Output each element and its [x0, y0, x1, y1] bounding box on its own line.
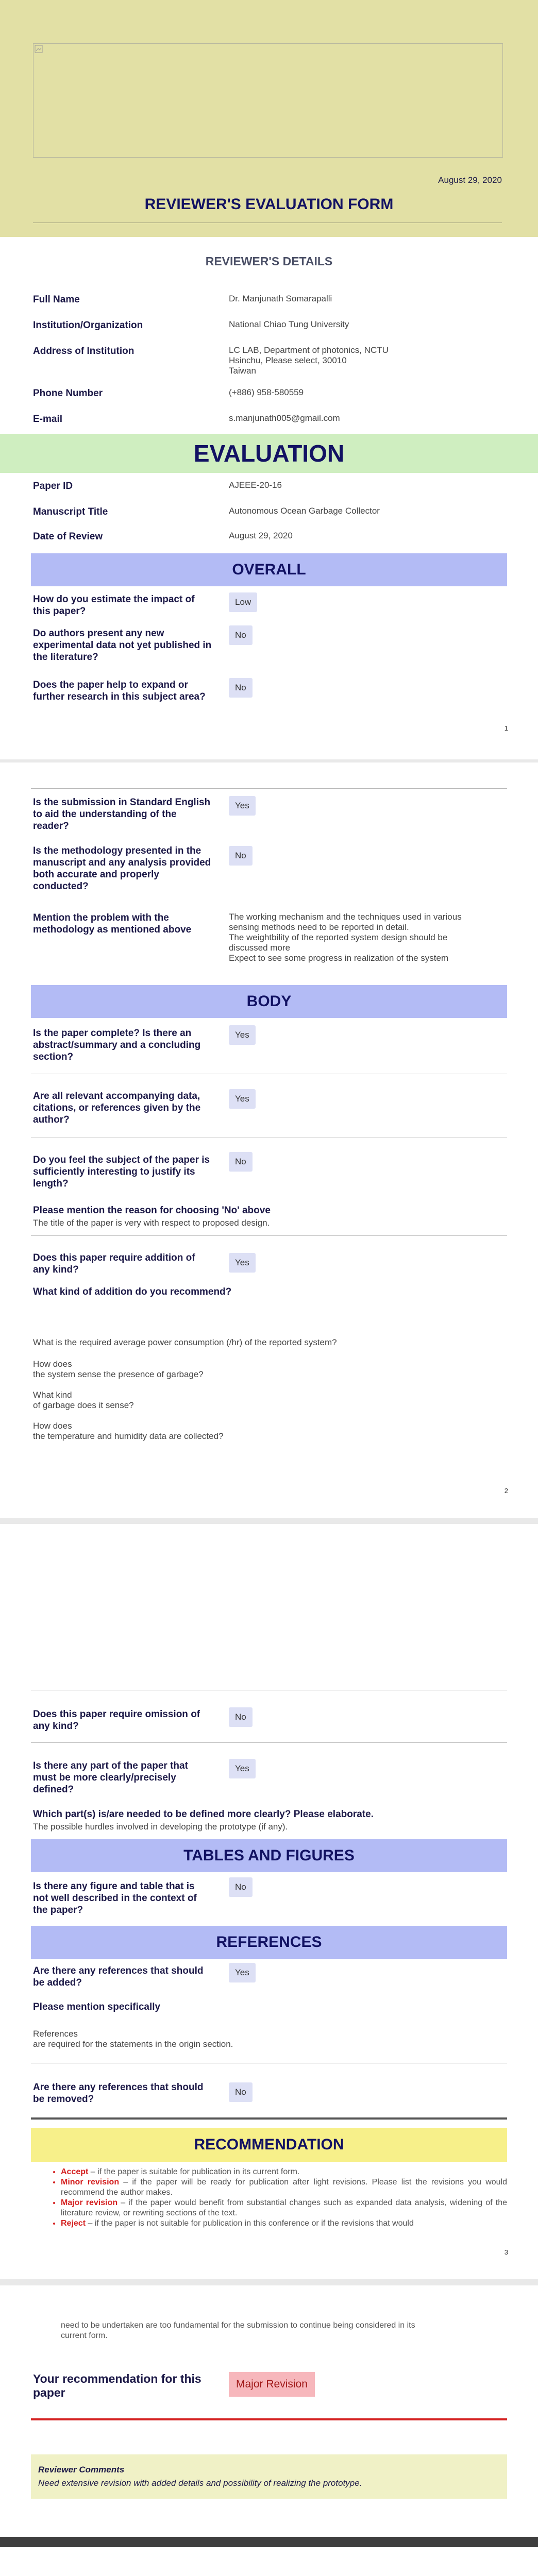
question-line: must be more clearly/precisely — [33, 1772, 176, 1783]
body-q3 — [33, 1154, 210, 1190]
page-number: 2 — [504, 1487, 508, 1495]
question-line: Is the methodology presented in the — [33, 845, 201, 856]
references-q2 — [33, 2081, 204, 2105]
answer-line: The weightbility of the reported system design should be — [229, 933, 448, 942]
recommendation-list — [48, 2167, 507, 2229]
rec-item-minor — [61, 2177, 507, 2198]
thick-divider — [31, 2117, 507, 2120]
form-title: REVIEWER'S EVALUATION FORM — [144, 196, 394, 213]
body-q1-answer: Yes — [229, 1025, 256, 1045]
question-line: not well described in the context of — [33, 1893, 197, 1904]
addition-line: How does — [33, 1421, 72, 1431]
references-q1 — [33, 1965, 204, 1989]
overall-bar: OVERALL — [31, 553, 507, 586]
rec-desc: – if the paper is not suitable for publication in this conference or if the revisions that would — [86, 2219, 414, 2228]
header-date: August 29, 2020 — [438, 175, 502, 185]
body-q6-answer: Yes — [229, 1759, 256, 1778]
question-line: section? — [33, 1052, 74, 1062]
question-line: length? — [33, 1178, 69, 1189]
rec-desc: – if the paper will be ready for publication after light revisions. Please list the revisions you would recommend the author makes. — [61, 2178, 507, 2197]
question-line: any kind? — [33, 1264, 79, 1275]
question-line: Do authors present any new — [33, 628, 164, 639]
reviewer-section-title: REVIEWER'S DETAILS — [205, 255, 333, 268]
question-line: Does this paper require omission of — [33, 1709, 200, 1720]
question-line: Does this paper require addition of — [33, 1252, 195, 1263]
addition-line: How does — [33, 1359, 72, 1369]
answer-line: discussed more — [229, 943, 291, 953]
references-mention-label: Please mention specifically — [33, 2002, 161, 2012]
evaluation-banner: EVALUATION — [0, 434, 538, 473]
mention-line: References — [33, 2029, 78, 2039]
question-line: defined? — [33, 1784, 74, 1795]
answer-line: Expect to see some progress in realization of the system — [229, 953, 449, 963]
rec-term: Minor revision — [61, 2178, 120, 2187]
rec-desc: – if the paper would benefit from substantial changes such as expanded data analysis, widening of the literature review, or rewriting sections of the text. — [61, 2198, 507, 2217]
comments-title: Reviewer Comments — [38, 2465, 125, 2475]
question-line: experimental data not yet published in — [33, 640, 212, 651]
question-line: Does the paper help to expand or — [33, 680, 188, 690]
label-address: Address of Institution — [33, 346, 134, 357]
value-institution: National Chiao Tung University — [229, 319, 349, 329]
red-rule — [31, 2418, 507, 2420]
overall-q4 — [33, 796, 210, 832]
overall-q2-answer: No — [229, 625, 253, 645]
value-address — [229, 345, 389, 376]
value-paper-id: AJEEE-20-16 — [229, 480, 282, 490]
divider — [31, 1742, 507, 1743]
value-full-name: Dr. Manjunath Somarapalli — [229, 294, 332, 303]
footer-bar — [0, 2537, 538, 2547]
question-line: any kind? — [33, 1721, 79, 1732]
body-reason-label: Please mention the reason for choosing 'No' above — [33, 1205, 271, 1216]
question-line: both accurate and properly — [33, 869, 159, 880]
body-q5-answer: No — [229, 1707, 253, 1727]
body-q2-answer: Yes — [229, 1089, 256, 1109]
overall-q5-answer: No — [229, 846, 253, 866]
question-line: sufficiently interesting to justify its — [33, 1166, 195, 1177]
body-q6 — [33, 1760, 188, 1795]
address-line: LC LAB, Department of photonics, NCTU — [229, 345, 389, 355]
value-manuscript-title: Autonomous Ocean Garbage Collector — [229, 506, 380, 516]
body-addition-label: What kind of addition do you recommend? — [33, 1286, 232, 1297]
question-line: abstract/summary and a concluding — [33, 1040, 201, 1050]
question-line: citations, or references given by the — [33, 1103, 201, 1113]
label-manuscript-title: Manuscript Title — [33, 506, 108, 517]
body-reason-text: The title of the paper is very with respect to proposed design. — [33, 1218, 270, 1228]
divider — [31, 788, 507, 789]
overall-q1-answer: Low — [229, 592, 257, 612]
question-line: Is there any figure and table that is — [33, 1881, 195, 1892]
overall-q3-answer: No — [229, 678, 253, 698]
label-full-name: Full Name — [33, 294, 80, 305]
page-number: 1 — [504, 724, 508, 732]
question-line: methodology as mentioned above — [33, 924, 192, 935]
value-date-of-review: August 29, 2020 — [229, 531, 293, 540]
body-define-text: The possible hurdles involved in developing the prototype (if any). — [33, 1822, 288, 1832]
page-1 — [0, 0, 538, 759]
question-line: conducted? — [33, 881, 89, 892]
body-addition-text-3 — [33, 1390, 134, 1411]
reject-continuation — [61, 2320, 507, 2341]
rec-desc: – if the paper is suitable for publication in its current form. — [88, 2167, 300, 2176]
overall-q2 — [33, 628, 211, 663]
question-line: Are there any references that should — [33, 1965, 204, 1976]
body-addition-text-2 — [33, 1359, 204, 1380]
body-define-label: Which part(s) is/are needed to be defined more clearly? Please elaborate. — [33, 1809, 374, 1820]
body-q4 — [33, 1252, 195, 1276]
body-bar: BODY — [31, 985, 507, 1018]
question-line: further research in this subject area? — [33, 691, 206, 702]
label-paper-id: Paper ID — [33, 481, 73, 492]
question-line: Is the paper complete? Is there an — [33, 1028, 192, 1039]
address-line: Taiwan — [229, 366, 256, 376]
question-line: Are all relevant accompanying data, — [33, 1091, 200, 1101]
page-4 — [0, 2285, 538, 2547]
question-line: manuscript and any analysis provided — [33, 857, 211, 868]
recommendation-bar: RECOMMENDATION — [31, 2128, 507, 2162]
label-phone: Phone Number — [33, 388, 103, 399]
body-q1 — [33, 1027, 200, 1063]
tables-q1-answer: No — [229, 1877, 253, 1897]
question-line: Is the submission in Standard English — [33, 797, 211, 808]
body-q3-answer: No — [229, 1152, 253, 1172]
page-3 — [0, 1524, 538, 2279]
value-email: s.manjunath005@gmail.com — [229, 413, 340, 423]
rec-item-reject — [61, 2218, 507, 2229]
references-mention-text — [33, 2029, 233, 2049]
addition-line: the temperature and humidity data are collected? — [33, 1431, 224, 1441]
rec-term: Accept — [61, 2167, 89, 2176]
value-phone: (+886) 958-580559 — [229, 387, 304, 397]
question-line: author? — [33, 1114, 70, 1125]
body-q5 — [33, 1708, 200, 1732]
overall-q5 — [33, 845, 211, 892]
tables-bar: TABLES AND FIGURES — [31, 1839, 507, 1872]
label-institution: Institution/Organization — [33, 320, 143, 331]
answer-line: The working mechanism and the techniques used in various — [229, 912, 462, 922]
label-line: Your recommendation for this — [33, 2372, 201, 2385]
page-number: 3 — [504, 2248, 508, 2256]
rec-term: Reject — [61, 2219, 86, 2228]
overall-q3 — [33, 679, 206, 703]
your-recommendation-label — [33, 2372, 201, 2400]
comments-text: Need extensive revision with added details and possibility of realizing the prototype. — [38, 2478, 362, 2488]
references-q1-answer: Yes — [229, 1963, 256, 1982]
question-line: to aid the understanding of the — [33, 809, 177, 820]
continuation-line: need to be undertaken are too fundamental for the submission to continue being considered in its — [61, 2321, 415, 2330]
continuation-line: current form. — [61, 2331, 108, 2340]
page-2 — [0, 762, 538, 1518]
addition-line: the system sense the presence of garbage? — [33, 1369, 204, 1379]
question-line: the literature? — [33, 652, 98, 663]
overall-q4-answer: Yes — [229, 796, 256, 816]
your-recommendation-value: Major Revision — [229, 2372, 315, 2397]
references-bar: REFERENCES — [31, 1926, 507, 1959]
page-4-continued — [0, 2547, 538, 2576]
body-q2 — [33, 1090, 200, 1126]
question-line: be removed? — [33, 2094, 94, 2105]
rec-term: Major revision — [61, 2198, 118, 2207]
body-addition-text-4 — [33, 1421, 224, 1442]
header-image-placeholder — [33, 43, 503, 158]
question-line: the paper? — [33, 1905, 83, 1916]
overall-q1 — [33, 594, 195, 617]
overall-q6 — [33, 912, 191, 936]
question-line: Do you feel the subject of the paper is — [33, 1155, 210, 1165]
rec-item-accept — [61, 2167, 507, 2177]
mention-line: are required for the statements in the origin section. — [33, 2039, 233, 2049]
divider — [31, 1235, 507, 1236]
answer-line: sensing methods need to be reported in detail. — [229, 922, 409, 932]
label-email: E-mail — [33, 414, 63, 425]
tables-q1 — [33, 1880, 197, 1916]
question-line: Are there any references that should — [33, 2082, 204, 2093]
overall-q6-answer — [229, 912, 462, 963]
label-date-of-review: Date of Review — [33, 531, 103, 542]
question-line: Is there any part of the paper that — [33, 1760, 188, 1771]
references-q2-answer: No — [229, 2082, 253, 2102]
label-line: paper — [33, 2386, 65, 2399]
body-q4-answer: Yes — [229, 1253, 256, 1273]
broken-image-icon — [35, 45, 43, 53]
question-line: Mention the problem with the — [33, 912, 169, 923]
body-addition-text-1: What is the required average power consumption (/hr) of the reported system? — [33, 1337, 337, 1347]
question-line: this paper? — [33, 606, 86, 617]
addition-line: of garbage does it sense? — [33, 1400, 134, 1410]
rec-item-major — [61, 2198, 507, 2218]
question-line: be added? — [33, 1977, 82, 1988]
comments-box — [31, 2454, 507, 2499]
address-line: Hsinchu, Please select, 30010 — [229, 355, 347, 365]
question-line: reader? — [33, 821, 69, 832]
addition-line: What kind — [33, 1390, 72, 1400]
question-line: How do you estimate the impact of — [33, 594, 195, 605]
